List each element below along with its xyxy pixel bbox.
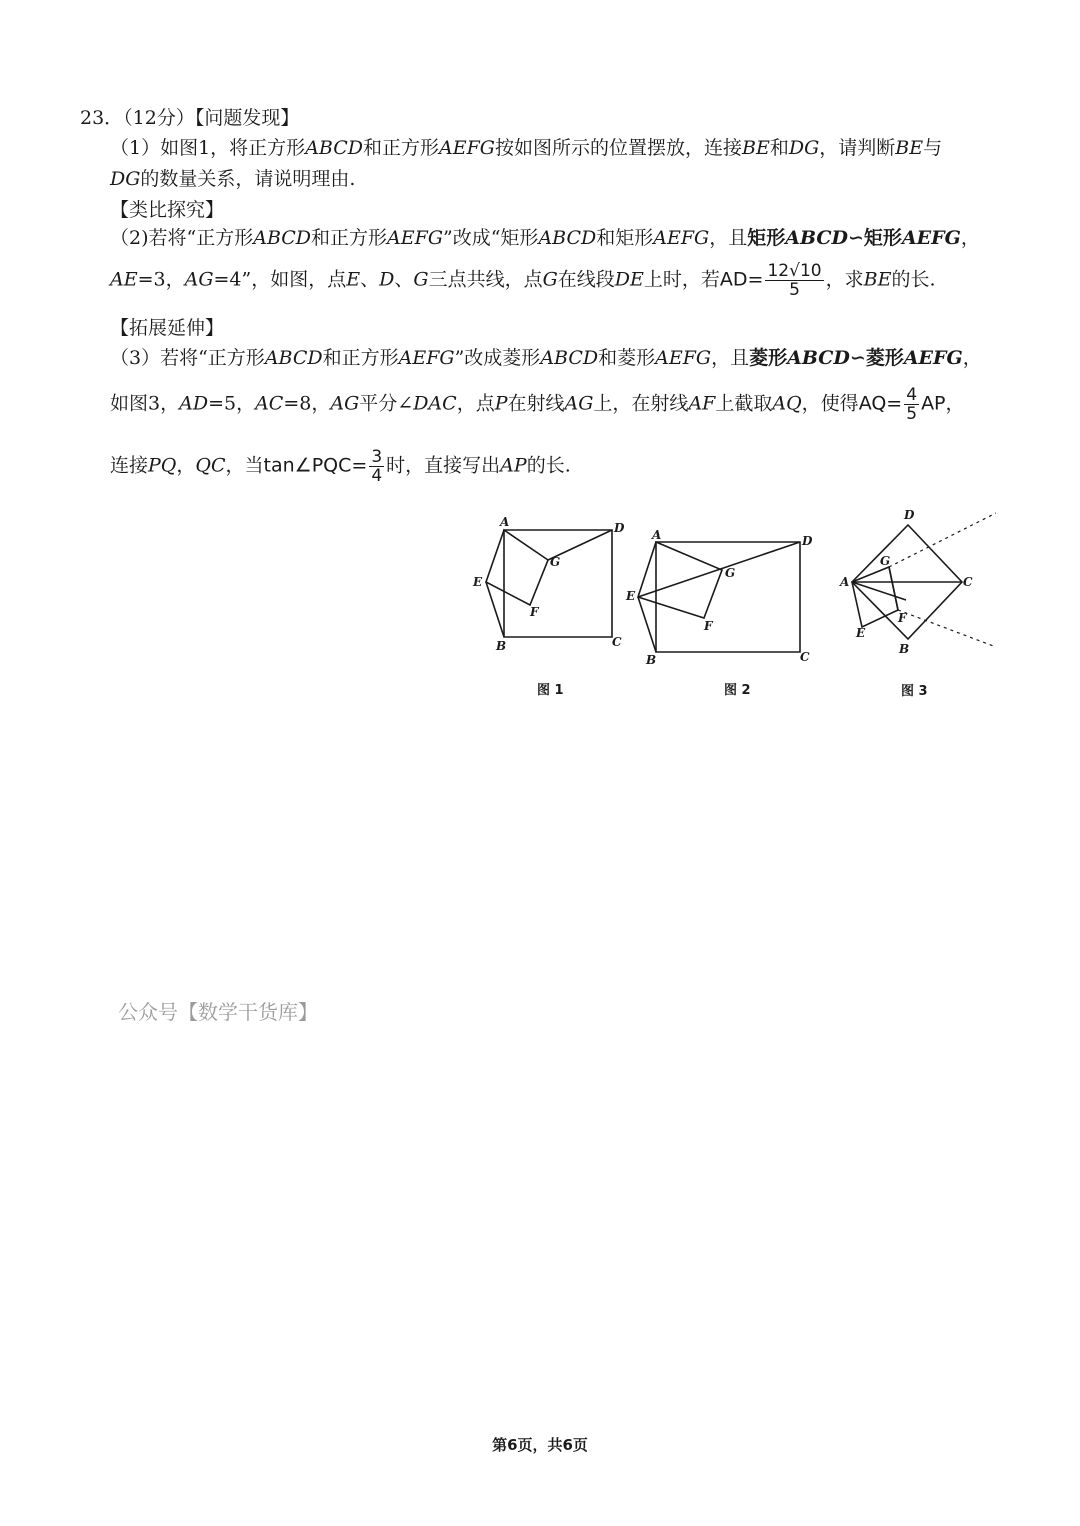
fig3-label-b: B (899, 642, 910, 656)
watermark: 公众号【数学干货库】 (118, 1000, 318, 1024)
fig1-label-c: C (612, 635, 622, 649)
fraction-aq: $\frac{4}{5}$ (906, 385, 918, 424)
fig2-segment-be (638, 597, 656, 652)
fig1-label-a: A (500, 515, 510, 529)
fig1-label-d: D (614, 521, 625, 535)
fig2-label-f: F (704, 619, 713, 633)
fig2-label-e: E (626, 589, 636, 603)
figure-3-diagram (836, 505, 996, 660)
fig2-segment-ed (638, 542, 800, 597)
fig1-label-g: G (550, 555, 561, 569)
question-number: 23．（12分） (80, 107, 195, 129)
heading-analogy: 【类比探究】 (110, 199, 225, 221)
fig2-rectangle-aefg (638, 542, 722, 618)
fig2-label-a: A (652, 528, 662, 542)
part1-line1: （1）如图1，将正方形ABCD和正方形AEFG按如图所示的位置摆放，连接BE和DG，请判断BE与 (110, 137, 943, 159)
fig1-label-e: E (473, 575, 483, 589)
fig3-label-a: A (840, 575, 850, 589)
part2-line1: （2)若将“正方形ABCD和正方形AEFG”改成“矩形ABCD和矩形AEFG，且矩形ABCD∽矩形AEFG， (110, 227, 980, 249)
fig3-label-d: D (904, 508, 915, 522)
fig3-label-c: C (963, 575, 973, 589)
figure-2-diagram (622, 522, 822, 672)
fig2-label-c: C (800, 650, 810, 664)
fig3-label-g: G (880, 554, 891, 568)
fig3-ray-af (898, 610, 996, 647)
figure-2-caption: 图 2 (724, 683, 751, 698)
figure-1-caption: 图 1 (537, 683, 564, 698)
fig1-label-f: F (530, 605, 539, 619)
part3-line2: 如图3，AD=5，AC=8，AG平分∠DAC，点P在射线AG上，在射线AF上截取AQ，使得AQ= $\frac{4}{5}$ AP， (110, 385, 965, 424)
figure-1 (470, 510, 630, 664)
part3-line1: （3）若将“正方形ABCD和正方形AEFG”改成菱形ABCD和菱形AEFG，且菱形ABCD∽菱形AEFG， (110, 347, 982, 369)
fig3-segment-fg (889, 567, 898, 610)
figure-3 (836, 505, 996, 664)
fig2-label-g: G (725, 566, 736, 580)
part2-line2: AE=3，AG=4”，如图，点E、D、G三点共线，点G在线段DE上时，若AD= $\frac{12√10}{5}$ ，求BE的长. (110, 261, 936, 300)
fig1-square-abcd (504, 530, 612, 637)
page-footer: 第6页，共6页 (492, 1436, 588, 1454)
part1-line2: DG的数量关系，请说明理由. (110, 168, 356, 190)
fig1-square-aefg (486, 530, 548, 605)
heading-problem-discovery: 【问题发现】 (194, 107, 300, 129)
question-header (80, 104, 299, 132)
fraction-ad: $\frac{12√10}{5}$ (767, 261, 822, 300)
figure-3-caption: 图 3 (901, 684, 928, 699)
fig2-rectangle-abcd (656, 542, 800, 652)
fig1-label-b: B (496, 639, 507, 653)
heading-extension: 【拓展延伸】 (110, 317, 225, 339)
fraction-tan: $\frac{3}{4}$ (371, 447, 383, 486)
fig2-label-d: D (802, 534, 813, 548)
fig3-label-f: F (898, 611, 907, 625)
figure-2 (622, 522, 822, 676)
fig2-label-b: B (646, 653, 657, 667)
part3-line3: 连接PQ，QC，当tan∠PQC= $\frac{3}{4}$ 时，直接写出AP的长. (110, 447, 571, 486)
figure-1-diagram (470, 510, 630, 660)
fig3-label-e: E (856, 626, 866, 640)
